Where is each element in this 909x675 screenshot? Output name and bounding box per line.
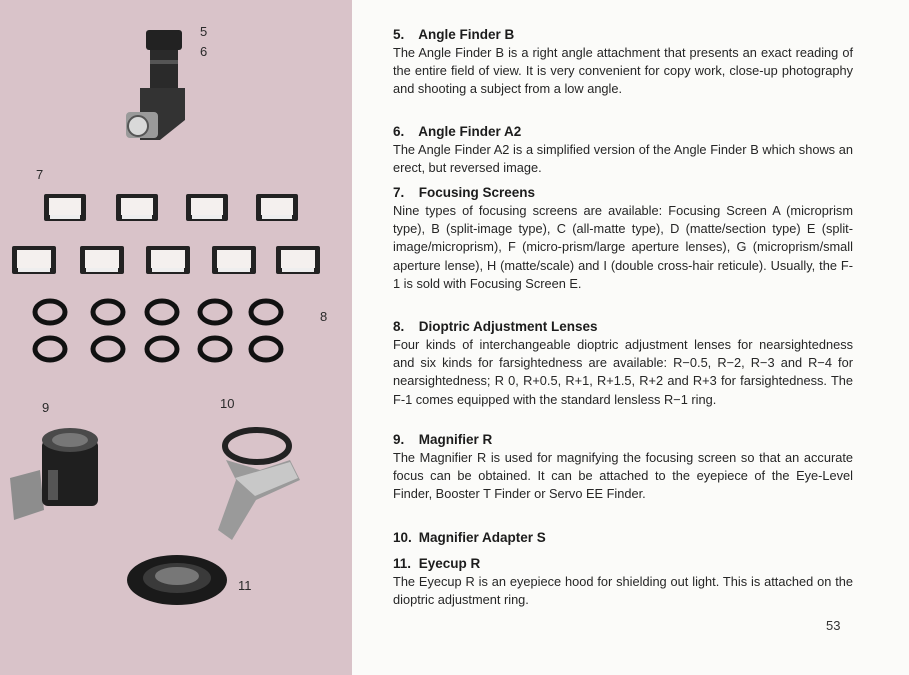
section-body: Nine types of focusing screens are available: Focusing Screen A (microprism type), B (split-image type), C (all-matte type), D (matte/section type) E (split-image/microprism), F (micro-prism/large aperture lenses), G (microprism/small aperture lense), H (matte/scale) and I (double cross-hair reticule). Usually, the F-1 is sold with Focusing Screen E. [393, 203, 853, 291]
magnifier-adapter-image [218, 430, 300, 540]
section-heading: 5. Angle Finder B [393, 27, 515, 42]
callout-6: 6 [200, 44, 208, 59]
page-number: 53 [826, 618, 841, 633]
eyecup-image [127, 555, 227, 605]
dioptric-rings [35, 301, 281, 360]
magnifier-image [10, 428, 98, 520]
angle-finder-image [126, 30, 185, 140]
section-heading: 10. Magnifier Adapter S [393, 530, 546, 545]
section-heading: 6. Angle Finder A2 [393, 124, 522, 139]
accessories-illustration [0, 0, 352, 675]
section-magnifier-r [393, 432, 853, 504]
callout-10: 10 [220, 396, 235, 411]
section-body: The Angle Finder A2 is a simplified version of the Angle Finder B which shows an erect, but reversed image. [393, 142, 853, 176]
section-body: The Eyecup R is an eyepiece hood for shielding out light. This is attached on the dioptric adjustment ring. [393, 574, 853, 608]
callout-11: 11 [238, 578, 252, 593]
section-dioptric-lenses [393, 319, 853, 409]
section-body: Four kinds of interchangeable dioptric adjustment lenses for nearsightedness and six kinds for farsightedness are available: R−0.5, R−2, R−3 and R−4 for nearsightedness; R 0, R+0.5, R+1, R+1.5, R+2 and R+3 for farsightedness. The F-1 comes equipped with the standard lensless R−1 ring. [393, 337, 853, 407]
callout-7: 7 [36, 167, 44, 182]
section-magnifier-adapter-s [393, 530, 853, 547]
section-body: The Angle Finder B is a right angle attachment that presents an exact reading of the entire field of view. It is very convenient for copy work, close-up photography and shooting a subject from a low angle. [393, 45, 853, 97]
section-focusing-screens [393, 185, 853, 293]
callout-5: 5 [200, 24, 208, 39]
section-eyecup-r [393, 556, 853, 609]
focusing-screens-row-2 [12, 246, 320, 274]
section-heading: 8. Dioptric Adjustment Lenses [393, 319, 598, 334]
focusing-screens-row-1 [44, 194, 298, 221]
section-angle-finder-a2 [393, 124, 853, 177]
section-body: The Magnifier R is used for magnifying the focusing screen so that an accurate focus can be obtained. It can be attached to the eyepiece of the Eye-Level Finder, Booster T Finder or Servo EE Finder. [393, 450, 853, 502]
illustration-panel [0, 0, 352, 675]
section-heading: 9. Magnifier R [393, 432, 493, 447]
section-angle-finder-b [393, 27, 853, 99]
section-heading: 11. Eyecup R [393, 556, 481, 571]
section-heading: 7. Focusing Screens [393, 185, 536, 200]
callout-9: 9 [42, 400, 50, 415]
callout-8: 8 [320, 309, 328, 324]
